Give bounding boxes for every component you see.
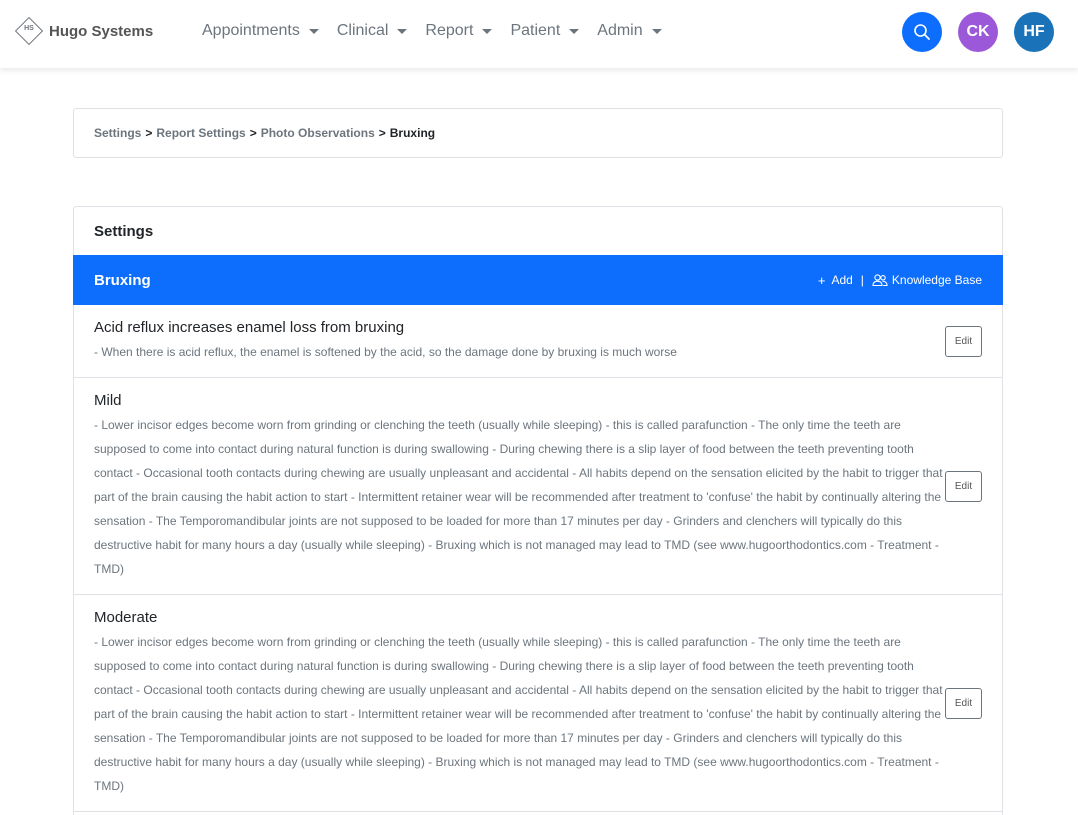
search-icon	[913, 23, 931, 41]
breadcrumb-settings[interactable]: Settings	[94, 126, 142, 140]
settings-card	[73, 206, 1003, 815]
plus-icon: +	[817, 272, 826, 288]
avatar-ck[interactable]: CK	[958, 12, 998, 52]
section-actions	[818, 273, 982, 288]
breadcrumb-current: Bruxing	[389, 126, 436, 140]
nav-actions	[886, 12, 1054, 52]
avatar-hf[interactable]: HF	[1014, 12, 1054, 52]
item-description: - Lower incisor edges become worn from grinding or clenching the teeth (usually while sleeping) - this is called parafunction - The only time the teeth are supposed to come into contact during natural function is during swallowing - During chewing there is a slip layer of food between the teeth preventing tooth contact - Occasional tooth contacts during chewing are usually unpleasant and accidental - All habits depend on the sensation elicited by the habit to trigger that part of the brain causing the habit action to start - Intermittent retainer wear will be recommended after treatment to 'confuse' the habit by continually altering the sensation - The Temporomandibular joints are not supposed to be loaded for more than 17 minutes per day - Grinders and clenchers will typically do this destructive habit for many hours a day (usually while sleeping) - Bruxing which is not managed may lead to TMD (see www.hugoorthodontics.com - Treatment - TMD)	[94, 418, 943, 576]
search-button[interactable]	[902, 12, 942, 52]
nav-clinical[interactable]	[337, 22, 408, 40]
item-description: - Lower incisor edges become worn from grinding or clenching the teeth (usually while sleeping) - this is called parafunction - The only time the teeth are supposed to come into contact during natural function is during swallowing - During chewing there is a slip layer of food between the teeth preventing tooth contact - Occasional tooth contacts during chewing are usually unpleasant and accidental - All habits depend on the sensation elicited by the habit to trigger that part of the brain causing the habit action to start - Intermittent retainer wear will be recommended after treatment to 'confuse' the habit by continually altering the sensation - The Temporomandibular joints are not supposed to be loaded for more than 17 minutes per day - Grinders and clenchers will typically do this destructive habit for many hours a day (usually while sleeping) - Bruxing which is not managed may lead to TMD (see www.hugoorthodontics.com - Treatment - TMD)	[94, 635, 943, 793]
knowledge-base-label: Knowledge Base	[891, 273, 982, 287]
brand[interactable]	[14, 16, 153, 46]
breadcrumb-separator: >	[249, 126, 257, 140]
item-title: Acid reflux increases enamel loss from bruxing	[94, 319, 405, 336]
breadcrumb-separator: >	[145, 126, 153, 140]
list-item	[74, 595, 1002, 812]
breadcrumb	[73, 108, 1003, 158]
brand-name: Hugo Systems	[49, 22, 154, 40]
brand-logo-icon: HS	[14, 16, 44, 46]
nav-admin[interactable]	[597, 22, 661, 40]
breadcrumb-report-settings[interactable]: Report Settings	[156, 126, 246, 140]
edit-button[interactable]: Edit	[945, 471, 982, 502]
nav-report-label: Report	[425, 22, 474, 39]
people-icon	[872, 273, 888, 287]
item-title: Moderate	[94, 609, 158, 626]
nav-patient[interactable]	[510, 22, 579, 40]
nav-appointments[interactable]	[202, 22, 319, 40]
settings-heading: Settings	[94, 223, 154, 240]
chevron-down-icon	[397, 29, 407, 34]
nav-clinical-label: Clinical	[336, 22, 389, 39]
nav-report[interactable]	[425, 22, 492, 40]
edit-button[interactable]: Edit	[945, 688, 982, 719]
breadcrumb-photo-observations[interactable]: Photo Observations	[260, 126, 375, 140]
top-navbar	[0, 0, 1078, 68]
section-title: Bruxing	[94, 271, 151, 289]
knowledge-base-button[interactable]	[872, 273, 982, 287]
observation-list	[74, 305, 1002, 812]
chevron-down-icon	[482, 29, 492, 34]
item-description: - When there is acid reflux, the enamel is softened by the acid, so the damage done by bruxing is much worse	[94, 345, 677, 359]
section-header	[73, 255, 1003, 305]
chevron-down-icon	[569, 29, 579, 34]
chevron-down-icon	[309, 29, 319, 34]
nav-admin-label: Admin	[597, 22, 643, 39]
divider: |	[860, 273, 864, 287]
main-menu	[202, 22, 680, 40]
list-item	[74, 305, 1002, 378]
nav-appointments-label: Appointments	[202, 22, 300, 39]
edit-button[interactable]: Edit	[945, 326, 982, 357]
list-item	[74, 378, 1002, 595]
breadcrumb-separator: >	[378, 126, 386, 140]
add-button[interactable]	[818, 273, 853, 288]
nav-patient-label: Patient	[510, 22, 561, 39]
chevron-down-icon	[652, 29, 662, 34]
item-title: Mild	[94, 392, 122, 409]
add-label: Add	[831, 273, 853, 287]
